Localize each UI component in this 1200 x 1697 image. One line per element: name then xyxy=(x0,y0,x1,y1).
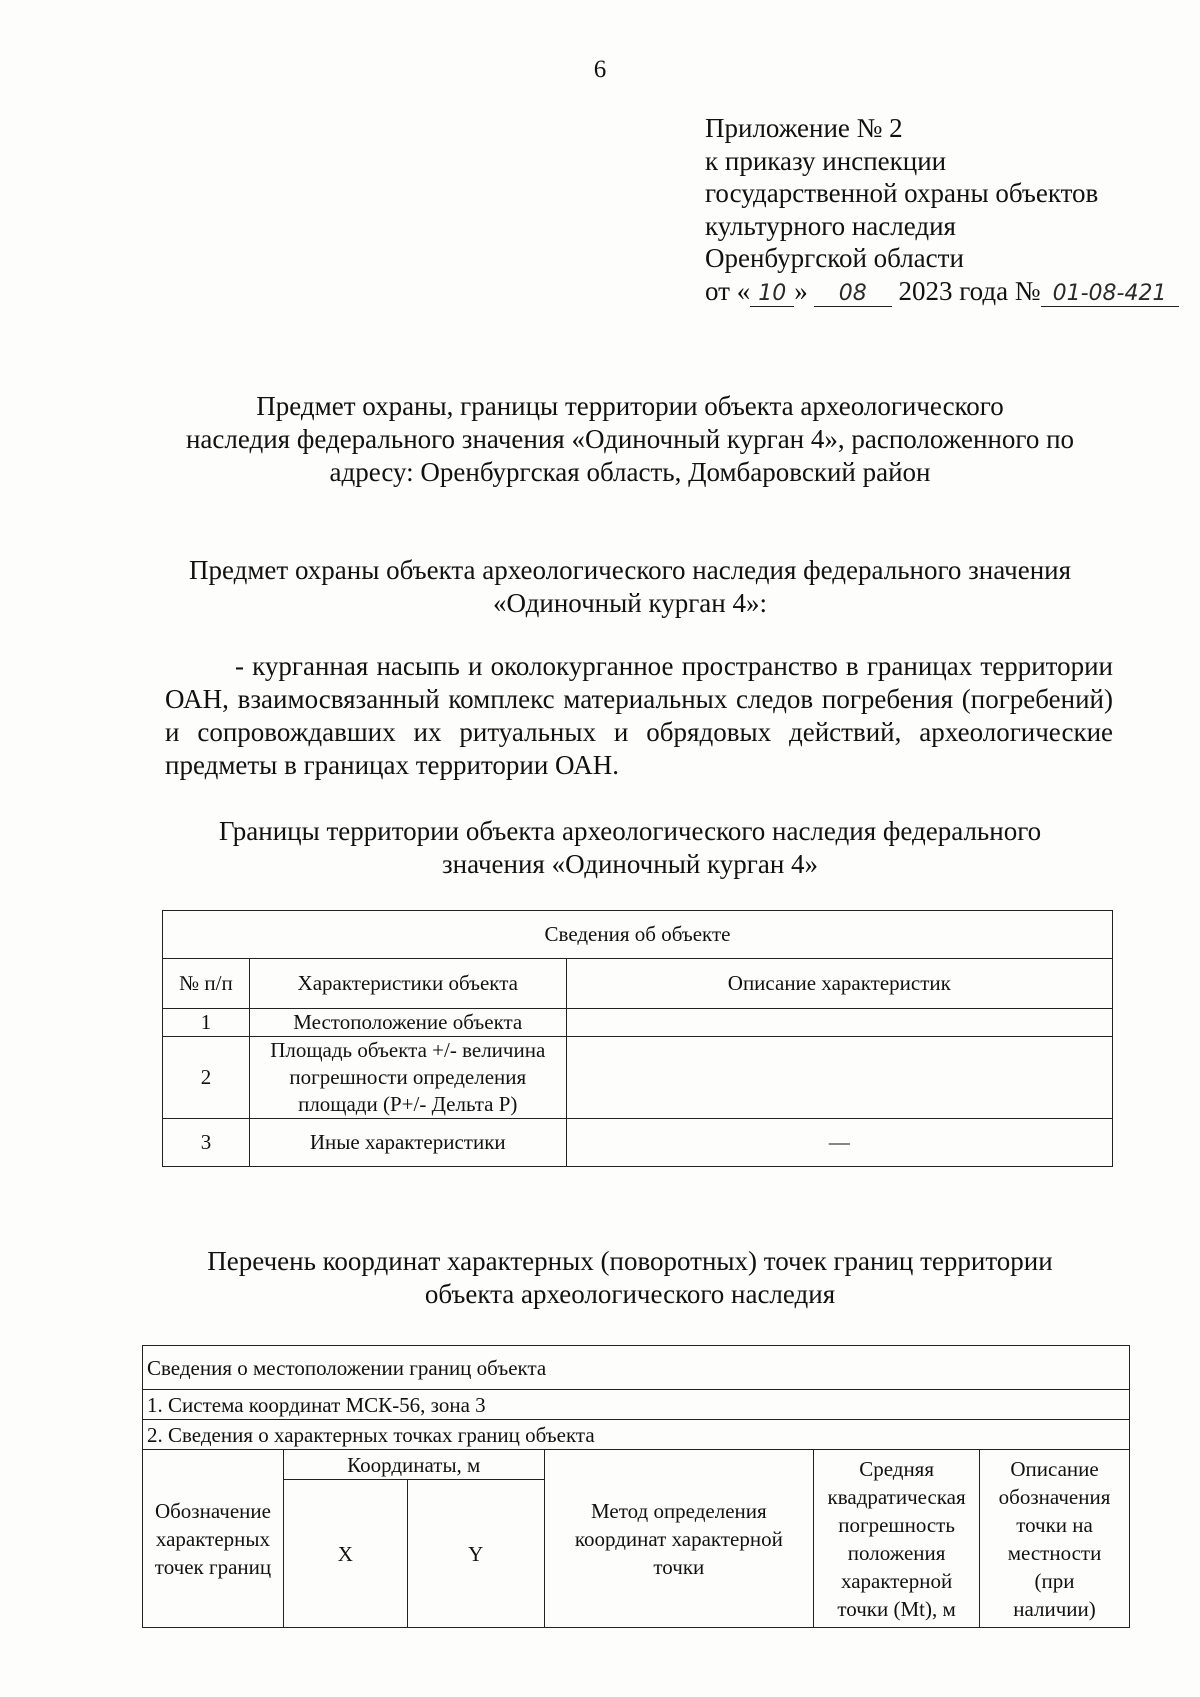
heading-line: объекта археологического наследия xyxy=(424,1279,836,1309)
header-line: Средняя xyxy=(859,1456,934,1481)
date-prefix: от « xyxy=(705,275,751,306)
row-name-line: погрешности определения xyxy=(289,1065,527,1089)
heading-line: значения «Одиночный курган 4» xyxy=(441,849,819,879)
table-row xyxy=(163,1119,1113,1167)
header-line: характерной xyxy=(840,1568,953,1593)
header-characteristics: Характеристики объекта xyxy=(249,959,566,1009)
location-info-row: Сведения о местоположении границ объекта xyxy=(143,1346,1130,1390)
header-method xyxy=(544,1450,814,1628)
header-line: положения xyxy=(847,1540,946,1565)
header-line: Обозначение xyxy=(154,1498,271,1523)
header-x: X xyxy=(283,1480,407,1628)
header-line: характерных xyxy=(155,1526,271,1551)
header-line: точки на xyxy=(1016,1512,1093,1537)
header-line: точки (Mt), м xyxy=(837,1596,956,1621)
points-info-row: 2. Сведения о характерных точках границ объекта xyxy=(143,1420,1130,1450)
appendix-line: к приказу инспекции xyxy=(705,145,947,176)
boundary-points-table xyxy=(142,1345,1130,1628)
protection-subject-heading xyxy=(150,554,1110,620)
header-line: местности xyxy=(1007,1540,1102,1565)
header-description: Описание характеристик xyxy=(566,959,1112,1009)
header-line: точек границ xyxy=(154,1554,272,1579)
title-line: наследия федерального значения «Одиночный курган 4», расположенного по xyxy=(185,424,1075,454)
table-row xyxy=(163,1009,1113,1037)
date-mid: » xyxy=(794,275,808,306)
coordinate-system-row: 1. Система координат МСК-56, зона 3 xyxy=(143,1390,1130,1420)
header-point-description xyxy=(980,1450,1130,1628)
document-title xyxy=(150,390,1110,489)
heading-line: Предмет охраны объекта археологического наследия федерального значения xyxy=(188,555,1072,585)
row-name xyxy=(249,1037,566,1119)
protection-subject-text: - курганная насыпь и околокурганное пространство в границах территории ОАН, взаимосвязанный комплекс материальных следов погребения (погребений) и сопровождавших их ритуальных и обрядовых действий, археологические предметы в границах территории ОАН. xyxy=(165,651,1113,780)
header-line: Описание xyxy=(1010,1456,1099,1481)
heading-line: «Одиночный курган 4»: xyxy=(493,588,767,618)
date-year: 2023 года № xyxy=(898,275,1041,306)
row-description xyxy=(566,1037,1112,1119)
header-number: № п/п xyxy=(163,959,250,1009)
row-name-line: площади (Р+/- Дельта Р) xyxy=(298,1092,518,1116)
handwritten-day: 10 xyxy=(750,282,794,307)
territory-bounds-heading xyxy=(150,815,1110,881)
appendix-line: Оренбургской области xyxy=(705,243,964,273)
row-number: 2 xyxy=(163,1037,250,1119)
table-row xyxy=(163,1037,1113,1119)
header-coordinates: Координаты, м xyxy=(283,1450,544,1480)
title-line: Предмет охраны, границы территории объекта археологического xyxy=(256,391,1004,421)
row-description xyxy=(566,1009,1112,1037)
page-number: 6 xyxy=(593,56,607,83)
appendix-line: Приложение № 2 xyxy=(705,113,903,143)
object-table-caption: Сведения об объекте xyxy=(163,911,1113,959)
heading-line: Перечень координат характерных (поворотных) точек границ территории xyxy=(207,1246,1053,1276)
object-info-table xyxy=(162,910,1113,1167)
row-name: Местоположение объекта xyxy=(249,1009,566,1037)
row-number: 1 xyxy=(163,1009,250,1037)
appendix-line: государственной охраны объектов xyxy=(705,178,1099,208)
order-date-line xyxy=(705,275,1179,308)
header-line: (при xyxy=(1034,1568,1075,1593)
header-mean-error xyxy=(814,1450,980,1628)
header-point-designation xyxy=(143,1450,284,1628)
row-name: Иные характеристики xyxy=(249,1119,566,1167)
header-y: Y xyxy=(407,1480,544,1628)
header-line: точки xyxy=(653,1554,705,1579)
header-line: квадратическая xyxy=(827,1484,966,1509)
appendix-header xyxy=(705,112,1179,307)
coordinates-list-heading xyxy=(150,1245,1110,1311)
header-line: Метод определения xyxy=(591,1498,767,1523)
header-line: наличии) xyxy=(1013,1596,1096,1621)
row-number: 3 xyxy=(163,1119,250,1167)
heading-line: Границы территории объекта археологического наследия федерального xyxy=(218,816,1042,846)
handwritten-month: 08 xyxy=(814,282,892,307)
row-name-line: Площадь объекта +/- величина xyxy=(270,1038,546,1062)
header-line: обозначения xyxy=(998,1484,1111,1509)
title-line: адресу: Оренбургская область, Домбаровский район xyxy=(329,457,931,487)
row-description: — xyxy=(566,1119,1112,1167)
header-line: погрешность xyxy=(838,1512,955,1537)
appendix-line: культурного наследия xyxy=(705,210,956,241)
header-line: координат характерной xyxy=(574,1526,783,1551)
handwritten-order-number: 01-08-421 xyxy=(1041,282,1179,307)
